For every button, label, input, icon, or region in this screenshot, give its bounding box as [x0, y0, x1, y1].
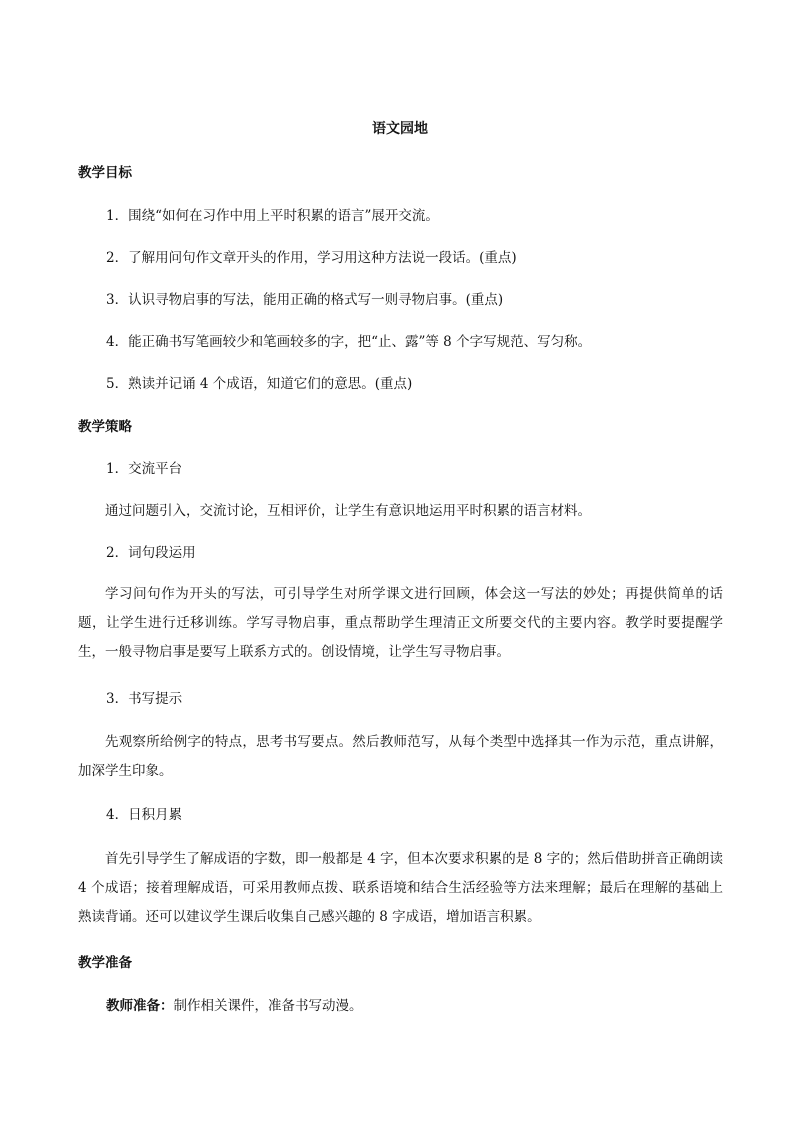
strategy-subheading-4: 4．日积月累: [106, 807, 183, 823]
goal-item-2: 2．了解用问句作文章开头的作用，学习用这种方法说一段话。(重点): [106, 250, 517, 266]
goal-item-4: 4．能正确书写笔画较少和笔画较多的字，把“止、露”等 8 个字写规范、写匀称。: [106, 334, 592, 350]
section-heading-preparation: 教学准备: [78, 955, 132, 971]
goal-item-1: 1．围绕“如何在习作中用上平时积累的语言”展开交流。: [106, 208, 439, 224]
strategy-subheading-1: 1．交流平台: [106, 461, 183, 477]
strategy-paragraph-1: 通过问题引入，交流讨论，互相评价，让学生有意识地运用平时积累的语言材料。: [105, 503, 591, 519]
preparation-text: 制作相关课件，准备书写动漫。: [173, 998, 363, 1014]
goal-item-3: 3．认识寻物启事的写法，能用正确的格式写一则寻物启事。(重点): [106, 292, 504, 308]
goal-item-5: 5．熟读并记诵 4 个成语，知道它们的意思。(重点): [106, 376, 413, 392]
section-heading-goals: 教学目标: [78, 165, 132, 181]
strategy-subheading-2: 2．词句段运用: [106, 545, 196, 561]
section-heading-strategy: 教学策略: [78, 419, 132, 435]
preparation-label: 教师准备：: [106, 998, 174, 1014]
strategy-paragraph-2: 学习问句作为开头的写法，可引导学生对所学课文进行回顾，体会这一写法的妙处；再提供简单的话题，让学生进行迁移训练。学写寻物启事，重点帮助学生理清正文所要交代的主要内容。教学时要提醒学生，一般寻物启事是要写上联系方式的。创设情境，让学生写寻物启事。: [78, 586, 723, 660]
strategy-paragraph-3: 先观察所给例字的特点，思考书写要点。然后教师范写，从每个类型中选择其一作为示范，重点讲解，加深学生印象。: [78, 734, 723, 779]
preparation-line: [106, 995, 363, 1017]
strategy-subheading-3: 3．书写提示: [106, 691, 183, 707]
strategy-paragraph-4: 首先引导学生了解成语的字数，即一般都是 4 字，但本次要求积累的是 8 字的；然后借助拼音正确朗读 4 个成语；接着理解成语，可采用教师点拨、联系语境和结合生活经验等方法来理解；最后在理解的基础上熟读背诵。还可以建议学生课后收集自己感兴趣的 8 字成语，增加语言积累。: [78, 851, 723, 925]
page-title: 语文园地: [372, 121, 428, 137]
